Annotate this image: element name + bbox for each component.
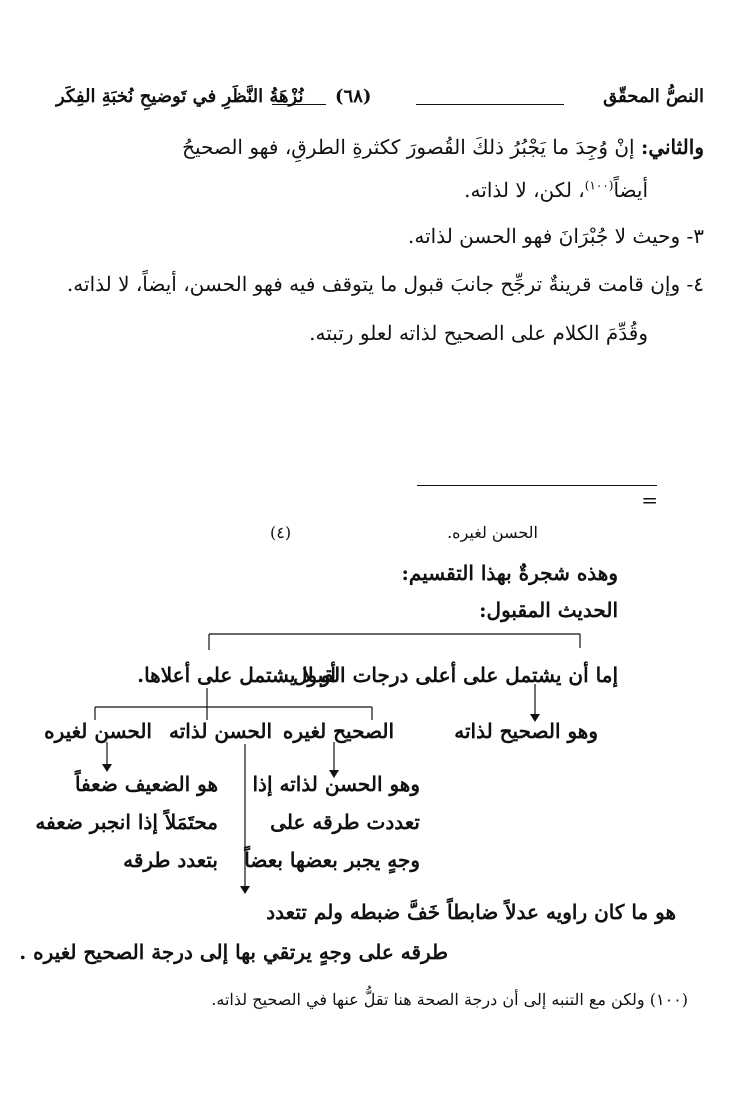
def-hasan-lidhatihi-line: هو ما كان راويه عدلاً ضابطاً خَفَّ ضبطه ولم تتعدد	[266, 900, 676, 924]
paragraph-text: أيضاً	[613, 178, 648, 202]
footnote-ref: (١٠٠)	[584, 178, 614, 193]
tree-branch-not-highest: أو لا يشتمل على أعلاها.	[137, 663, 336, 687]
tree-node-hasan-lighayrihi: الحسن لغيره	[44, 719, 152, 743]
tree-node-sahih-lighayrihi: الصحيح لغيره	[282, 719, 394, 743]
closing-sentence: وقُدِّمَ الكلام على الصحيح لذاته لعلو رتبته.	[309, 321, 648, 345]
item-four: ٤- وإن قامت قرينةٌ ترجِّح جانبَ قبول ما يتوقف فيه فهو الحسن، أيضاً، لا لذاته.	[66, 272, 704, 296]
note-text: الحسن لغيره.	[447, 523, 538, 542]
running-header-section: النصُّ المحقّق	[603, 86, 704, 107]
footnote: (١٠٠) ولكن مع التنبه إلى أن درجة الصحة هنا تقلُّ عنها في الصحيح لذاته.	[211, 990, 688, 1009]
paragraph-text: ، لكن، لا لذاته.	[464, 178, 585, 202]
equals-sign: =	[641, 488, 658, 512]
def-sahih-lighayrihi-line: وهو الحسن لذاته إذا	[252, 772, 420, 796]
tree-node-hasan-lidhatihi: الحسن لذاته	[168, 719, 272, 743]
def-hasan-lighayrihi-line: بتعدد طرقه	[123, 848, 218, 872]
tree-root-label: الحديث المقبول:	[479, 598, 618, 622]
note-number: (٤)	[270, 523, 292, 542]
paragraph-text: إنْ وُجِدَ ما يَجْبُرُ ذلكَ القُصورَ ككثرةِ الطرقِ، فهو الصحيحُ	[182, 135, 635, 159]
def-hasan-lighayrihi-line: هو الضعيف ضعفاً	[74, 772, 218, 796]
def-hasan-lighayrihi-line: محتَمَلاً إذا انجبر ضعفه	[35, 810, 218, 834]
tree-branch-highest: إما أن يشتمل على أعلى درجات القبول	[292, 663, 618, 687]
tree-node-sahih-lidhatihi: وهو الصحيح لذاته	[454, 719, 598, 743]
item-three: ٣- وحيث لا جُبْرَانَ فهو الحسن لذاته.	[408, 224, 704, 248]
def-sahih-lighayrihi-line: تعددت طرقه على	[270, 810, 420, 834]
paragraph-label: والثاني:	[640, 135, 704, 159]
def-hasan-lidhatihi-line: طرقه على وجهٍ يرتقي بها إلى درجة الصحيح لغيره .	[19, 940, 448, 964]
tree-intro: وهذه شجرةٌ بهذا التقسيم:	[401, 561, 618, 585]
def-sahih-lighayrihi-line: وجهٍ يجبر بعضها بعضاً	[244, 848, 420, 872]
page-number: (٦٨)	[335, 86, 372, 107]
running-header-book-title: نُزْهَةُ النَّظَرِ في تَوضيحِ نُخبَةِ الفِكَر	[56, 86, 304, 107]
